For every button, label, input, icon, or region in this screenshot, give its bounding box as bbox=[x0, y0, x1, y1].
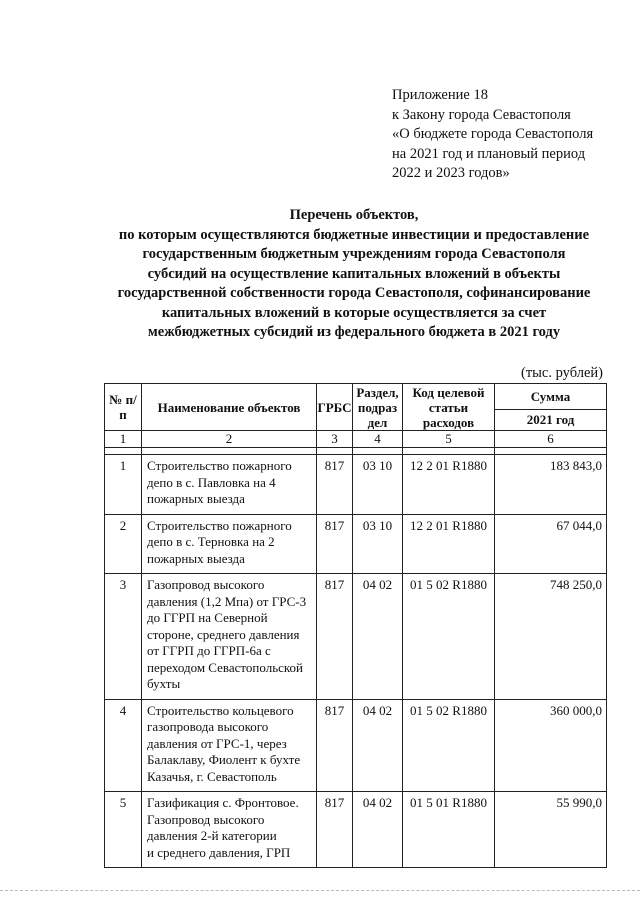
header-razdel: Раздел, подраз дел bbox=[353, 384, 403, 431]
row-grbs: 817 bbox=[317, 574, 353, 700]
table-row bbox=[105, 699, 607, 792]
row-razdel: 03 10 bbox=[353, 455, 403, 515]
table-row bbox=[105, 792, 607, 868]
column-number: 2 bbox=[142, 431, 317, 448]
objects-table bbox=[104, 383, 607, 868]
row-razdel: 03 10 bbox=[353, 514, 403, 574]
table-row bbox=[105, 574, 607, 700]
row-sum: 748 250,0 bbox=[495, 574, 607, 700]
row-kod: 12 2 01 R1880 bbox=[403, 455, 495, 515]
separator-row bbox=[105, 448, 607, 455]
name-line: давления от ГРС-1, через bbox=[147, 735, 287, 751]
row-grbs: 817 bbox=[317, 792, 353, 868]
row-sum: 55 990,0 bbox=[495, 792, 607, 868]
row-razdel: 04 02 bbox=[353, 574, 403, 700]
row-sum: 67 044,0 bbox=[495, 514, 607, 574]
name-line: Строительство кольцевого bbox=[147, 702, 294, 718]
name-line: и среднего давления, ГРП bbox=[147, 844, 291, 860]
column-number: 4 bbox=[353, 431, 403, 448]
column-number: 1 bbox=[105, 431, 142, 448]
title-line: государственной собственности города Севастополя, софинансирование bbox=[117, 285, 591, 301]
header-year: 2021 год bbox=[495, 409, 607, 430]
row-name bbox=[142, 514, 317, 574]
name-line: от ГГРП до ГГРП-6а с bbox=[147, 643, 271, 658]
row-sum: 183 843,0 bbox=[495, 455, 607, 515]
row-grbs: 817 bbox=[317, 514, 353, 574]
name-line: Строительство пожарного bbox=[147, 458, 292, 473]
row-name bbox=[142, 699, 317, 792]
header-grbs: ГРБС bbox=[317, 384, 353, 431]
units-label: (тыс. рублей) bbox=[521, 365, 603, 381]
name-line: Газификация с. Фронтовое. bbox=[147, 795, 299, 810]
title-line: субсидий на осуществление капитальных вложений в объекты bbox=[147, 265, 561, 282]
header-num: № п/п bbox=[105, 384, 142, 431]
appendix-line: на 2021 год и плановый период bbox=[392, 145, 586, 162]
name-line: переходом Севастопольской bbox=[147, 659, 303, 675]
document-title bbox=[98, 206, 610, 343]
name-line: давления (1,2 Мпа) от ГРС-3 bbox=[147, 593, 307, 609]
table-row bbox=[105, 455, 607, 515]
name-line: Строительство пожарного bbox=[147, 517, 292, 533]
row-razdel: 04 02 bbox=[353, 792, 403, 868]
row-kod: 01 5 02 R1880 bbox=[403, 699, 495, 792]
row-sum: 360 000,0 bbox=[495, 699, 607, 792]
name-line: давления 2-й категории bbox=[147, 828, 277, 843]
row-grbs: 817 bbox=[317, 699, 353, 792]
header-sum: Сумма bbox=[495, 384, 607, 410]
column-number: 3 bbox=[317, 431, 353, 448]
title-line: межбюджетных субсидий из федерального бюджета в 2021 году bbox=[147, 324, 561, 340]
name-line: Газопровод высокого bbox=[147, 811, 265, 827]
appendix-line: 2022 и 2023 годов» bbox=[392, 165, 510, 181]
page-edge-divider bbox=[0, 890, 640, 892]
title-line: Перечень объектов, bbox=[289, 207, 419, 223]
row-grbs: 817 bbox=[317, 455, 353, 515]
row-num: 2 bbox=[105, 514, 142, 574]
appendix-block bbox=[392, 86, 632, 184]
row-kod: 01 5 01 R1880 bbox=[403, 792, 495, 868]
appendix-line: к Закону города Севастополя bbox=[392, 106, 571, 123]
title-line: по которым осуществляются бюджетные инвестиции и предоставление bbox=[118, 226, 590, 243]
header-kod: Код целевой статьи расходов bbox=[403, 384, 495, 431]
name-line: депо в с. Терновка на 2 bbox=[147, 534, 275, 549]
title-line: государственным бюджетным учреждениям города Севастополя bbox=[142, 246, 566, 262]
name-line: бухты bbox=[147, 676, 181, 691]
name-line: пожарных выезда bbox=[147, 550, 245, 566]
row-num: 5 bbox=[105, 792, 142, 868]
row-num: 3 bbox=[105, 574, 142, 700]
name-line: Газопровод высокого bbox=[147, 577, 265, 592]
row-kod: 12 2 01 R1880 bbox=[403, 514, 495, 574]
name-line: газопровода высокого bbox=[147, 719, 269, 734]
table-row bbox=[105, 514, 607, 574]
row-name bbox=[142, 792, 317, 868]
row-num: 4 bbox=[105, 699, 142, 792]
name-line: Балаклаву, Фиолент к бухте bbox=[147, 752, 301, 767]
column-numbers-row bbox=[105, 431, 607, 448]
row-kod: 01 5 02 R1880 bbox=[403, 574, 495, 700]
name-line: стороне, среднего давления bbox=[147, 626, 300, 642]
name-line: Казачья, г. Севастополь bbox=[147, 768, 277, 784]
row-name bbox=[142, 455, 317, 515]
row-num: 1 bbox=[105, 455, 142, 515]
row-razdel: 04 02 bbox=[353, 699, 403, 792]
name-line: до ГГРП на Северной bbox=[147, 610, 268, 625]
column-number: 5 bbox=[403, 431, 495, 448]
name-line: депо в с. Павловка на 4 bbox=[147, 474, 276, 490]
header-name: Наименование объектов bbox=[142, 384, 317, 431]
title-line: капитальных вложений в которые осуществляется за счет bbox=[161, 304, 547, 321]
column-number: 6 bbox=[495, 431, 607, 448]
appendix-line: «О бюджете города Севастополя bbox=[392, 126, 594, 142]
row-name bbox=[142, 574, 317, 700]
appendix-line: Приложение 18 bbox=[392, 87, 488, 103]
name-line: пожарных выезда bbox=[147, 491, 245, 506]
